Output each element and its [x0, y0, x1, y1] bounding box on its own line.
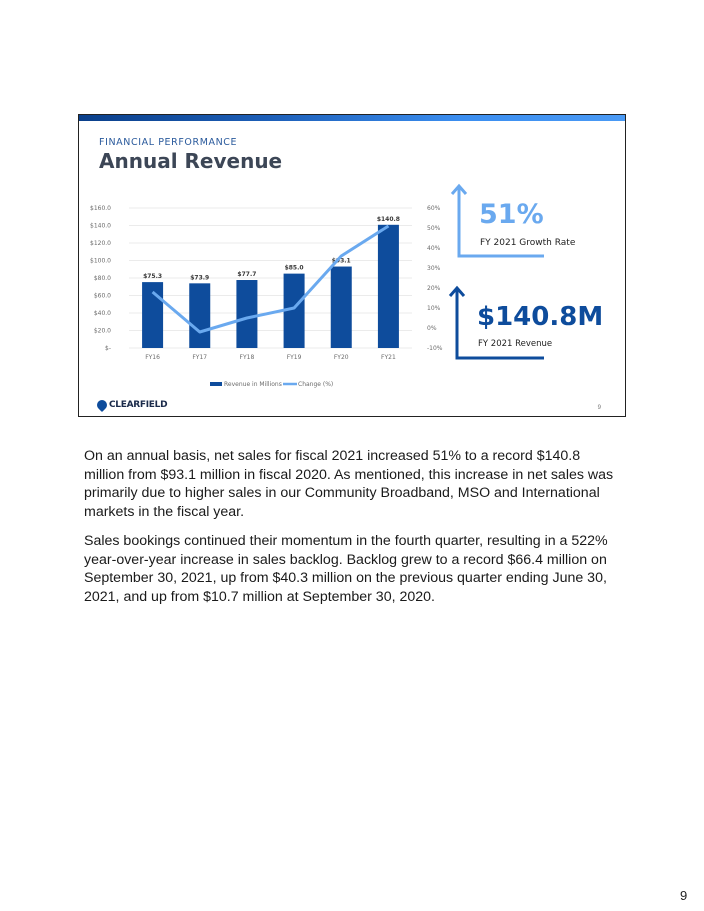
left-axis-tick: $-	[105, 345, 111, 352]
right-axis-tick: 30%	[427, 265, 441, 272]
x-axis-tick: FY19	[286, 354, 302, 361]
bar-data-label: $93.1	[331, 257, 351, 265]
right-axis-tick: 0%	[427, 325, 437, 332]
revenue-bar	[331, 267, 352, 348]
bar-data-label: $85.0	[284, 264, 304, 272]
clearfield-logo	[97, 400, 167, 410]
revenue-chart	[79, 115, 626, 417]
bar-data-label: $140.8	[376, 215, 400, 223]
right-axis-tick: 10%	[427, 305, 441, 312]
body-paragraph: On an annual basis, net sales for fiscal 2021 increased 51% to a record $140.8 million from $93.1 million in fiscal 2020. As mentioned, this increase in net sales was primarily due to higher sales in our Community Broadband, MSO and International markets in the fiscal year.	[84, 448, 614, 520]
logo-mark-icon	[95, 398, 109, 412]
x-axis-tick: FY18	[239, 354, 255, 361]
bar-data-label: $77.7	[237, 271, 257, 279]
left-axis-tick: $120.0	[90, 240, 111, 247]
right-axis-tick: -10%	[427, 345, 443, 352]
revenue-value: $140.8M	[477, 302, 604, 332]
right-axis-tick: 40%	[427, 245, 441, 252]
legend-label-change: Change (%)	[298, 381, 334, 388]
body-paragraph: Sales bookings continued their momentum in the fourth quarter, resulting in a 522% year-over-year increase in sales backlog. Backlog grew to a record $66.4 million on September 30, 2021, up from $40.3 million on the previous quarter ending June 30, 2021, and up from $10.7 million at September 30, 2020.	[84, 533, 608, 605]
slide-number: 9	[597, 405, 601, 411]
legend-label-revenue: Revenue in Millions	[224, 381, 282, 388]
left-axis-tick: $20.0	[93, 327, 111, 335]
x-axis-tick: FY17	[192, 354, 208, 361]
x-axis-tick: FY16	[145, 354, 160, 361]
right-axis-tick: 60%	[427, 205, 441, 212]
growth-rate-value: 51%	[479, 199, 544, 230]
x-axis-tick: FY21	[381, 354, 396, 361]
x-axis-tick: FY20	[333, 354, 349, 361]
legend-swatch-revenue	[210, 382, 222, 386]
left-axis-tick: $40.0	[93, 310, 111, 317]
slide-kicker: FINANCIAL PERFORMANCE	[99, 137, 238, 148]
revenue-bar	[189, 283, 210, 348]
left-axis-tick: $160.0	[90, 205, 111, 212]
left-axis-tick: $140.0	[90, 222, 111, 230]
left-axis-tick: $100.0	[90, 257, 111, 265]
page-number: 9	[680, 888, 688, 903]
slide-panel	[78, 114, 626, 417]
right-axis-tick: 50%	[427, 225, 441, 232]
logo-text: CLEARFIELD	[109, 400, 168, 410]
revenue-label: FY 2021 Revenue	[478, 339, 553, 349]
revenue-bar	[378, 225, 399, 348]
slide-title: Annual Revenue	[99, 149, 283, 173]
left-axis-tick: $80.0	[93, 275, 111, 282]
bar-data-label: $73.9	[190, 274, 210, 282]
revenue-bar	[236, 280, 257, 348]
left-axis-tick: $60.0	[93, 292, 111, 300]
bar-data-label: $75.3	[143, 273, 163, 281]
right-axis-tick: 20%	[427, 285, 441, 292]
change-line	[153, 226, 389, 332]
growth-rate-label: FY 2021 Growth Rate	[480, 238, 576, 248]
